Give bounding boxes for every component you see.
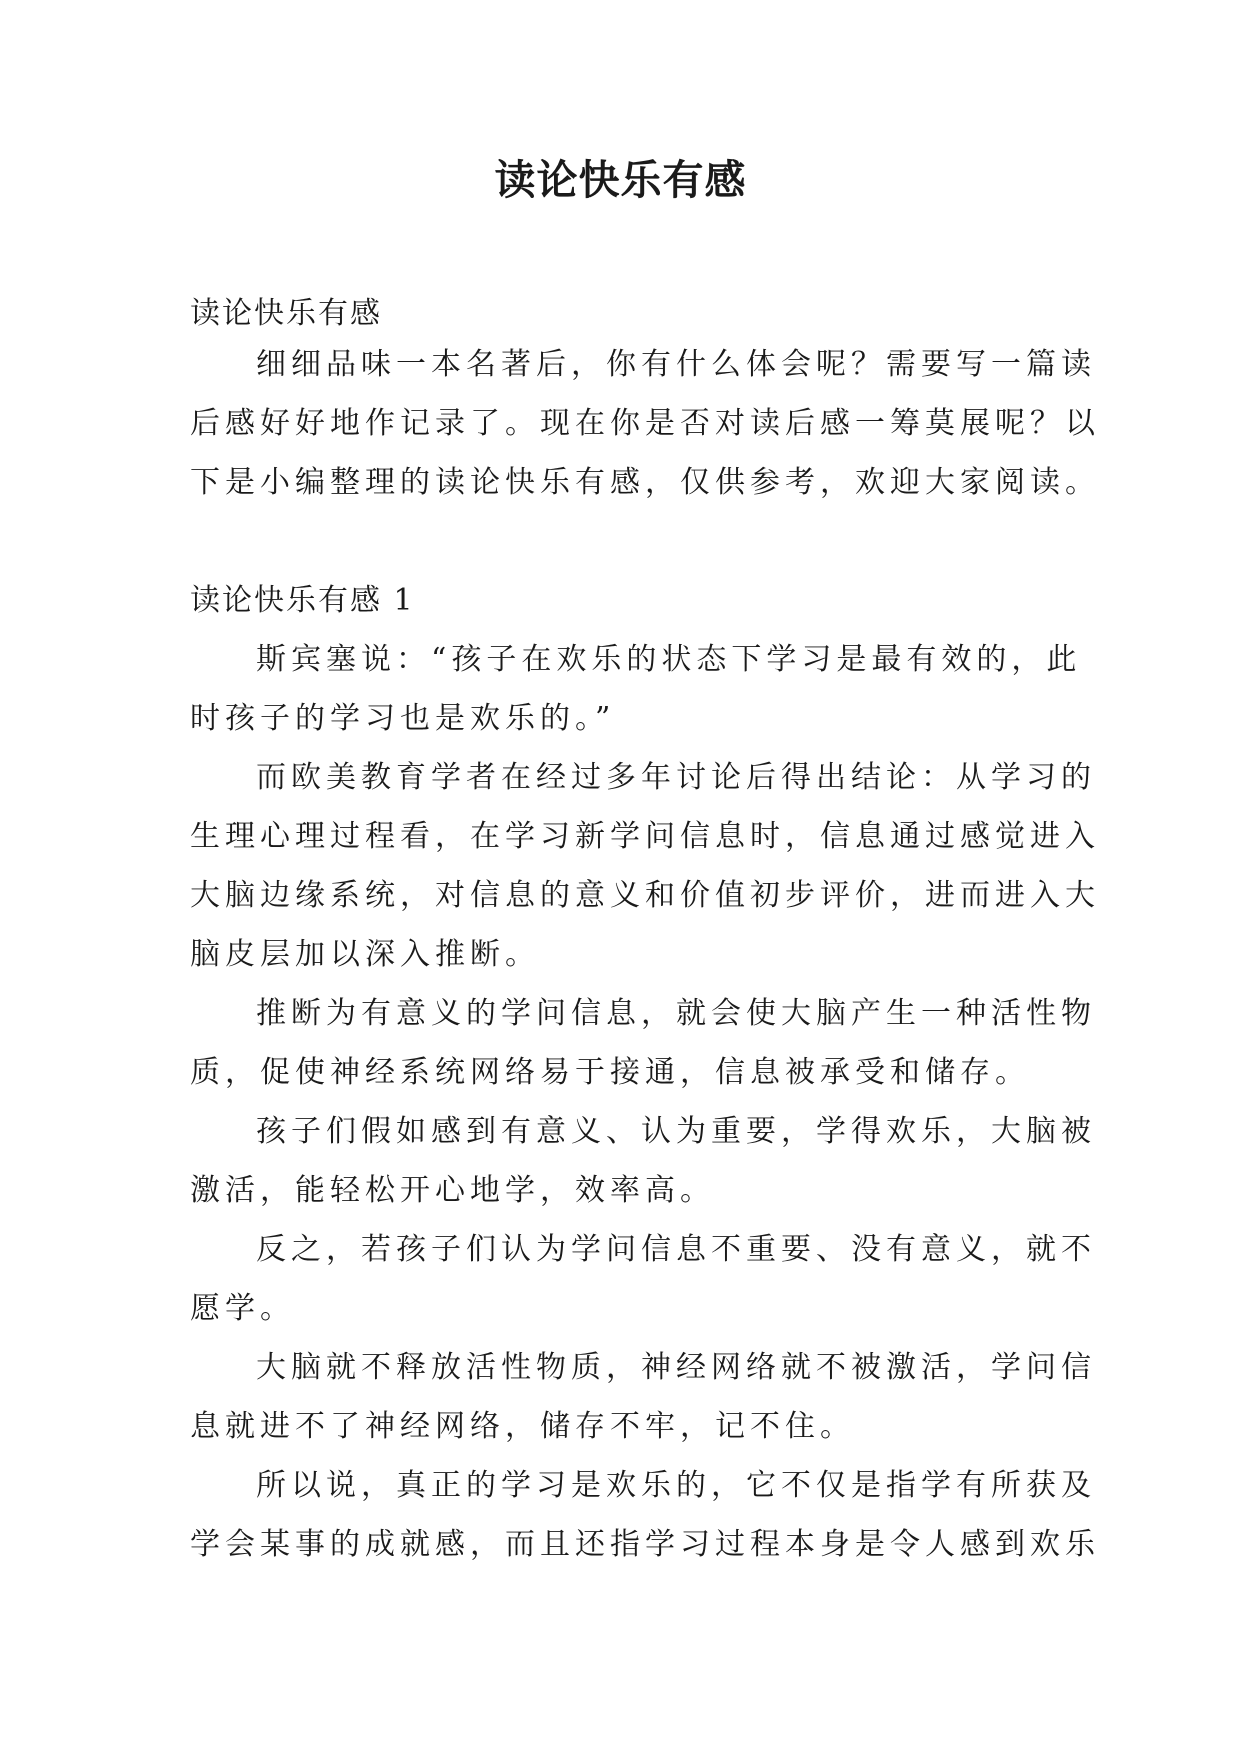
intro-paragraph-line: 后感好好地作记录了。现在你是否对读后感一筹莫展呢？以	[190, 406, 1100, 441]
paragraph-line: 生理心理过程看，在学习新学问信息时，信息通过感觉进入	[190, 819, 1100, 854]
paragraph-line: 反之，若孩子们认为学问信息不重要、没有意义，就不	[256, 1232, 1096, 1267]
paragraph-line: 激活，能轻松开心地学，效率高。	[190, 1173, 715, 1208]
section-heading-1: 读论快乐有感 1	[190, 583, 415, 618]
paragraph-line: 学会某事的成就感，而且还指学习过程本身是令人感到欢乐	[190, 1527, 1100, 1562]
paragraph-line: 质，促使神经系统网络易于接通，信息被承受和储存。	[190, 1055, 1030, 1090]
intro-heading: 读论快乐有感	[190, 296, 382, 331]
paragraph-line: 而欧美教育学者在经过多年讨论后得出结论：从学习的	[256, 760, 1096, 795]
document-title: 读论快乐有感	[494, 156, 747, 204]
paragraph-line: 孩子们假如感到有意义、认为重要，学得欢乐，大脑被	[256, 1114, 1096, 1149]
paragraph-line: 大脑就不释放活性物质，神经网络就不被激活，学问信	[256, 1350, 1096, 1385]
intro-paragraph-line: 细细品味一本名著后，你有什么体会呢？需要写一篇读	[256, 347, 1096, 382]
paragraph-line: 脑皮层加以深入推断。	[190, 937, 540, 972]
intro-paragraph-line: 下是小编整理的读论快乐有感，仅供参考，欢迎大家阅读。	[190, 465, 1100, 500]
paragraph-line: 愿学。	[190, 1291, 295, 1326]
paragraph-line: 大脑边缘系统，对信息的意义和价值初步评价，进而进入大	[190, 878, 1100, 913]
paragraph-line: 时孩子的学习也是欢乐的。”	[190, 701, 616, 736]
paragraph-line: 息就进不了神经网络，储存不牢，记不住。	[190, 1409, 855, 1444]
paragraph-line: 所以说，真正的学习是欢乐的，它不仅是指学有所获及	[256, 1468, 1096, 1503]
paragraph-line: 推断为有意义的学问信息，就会使大脑产生一种活性物	[256, 996, 1096, 1031]
paragraph-line: 斯宾塞说：“孩子在欢乐的状态下学习是最有效的，此	[256, 642, 1082, 677]
